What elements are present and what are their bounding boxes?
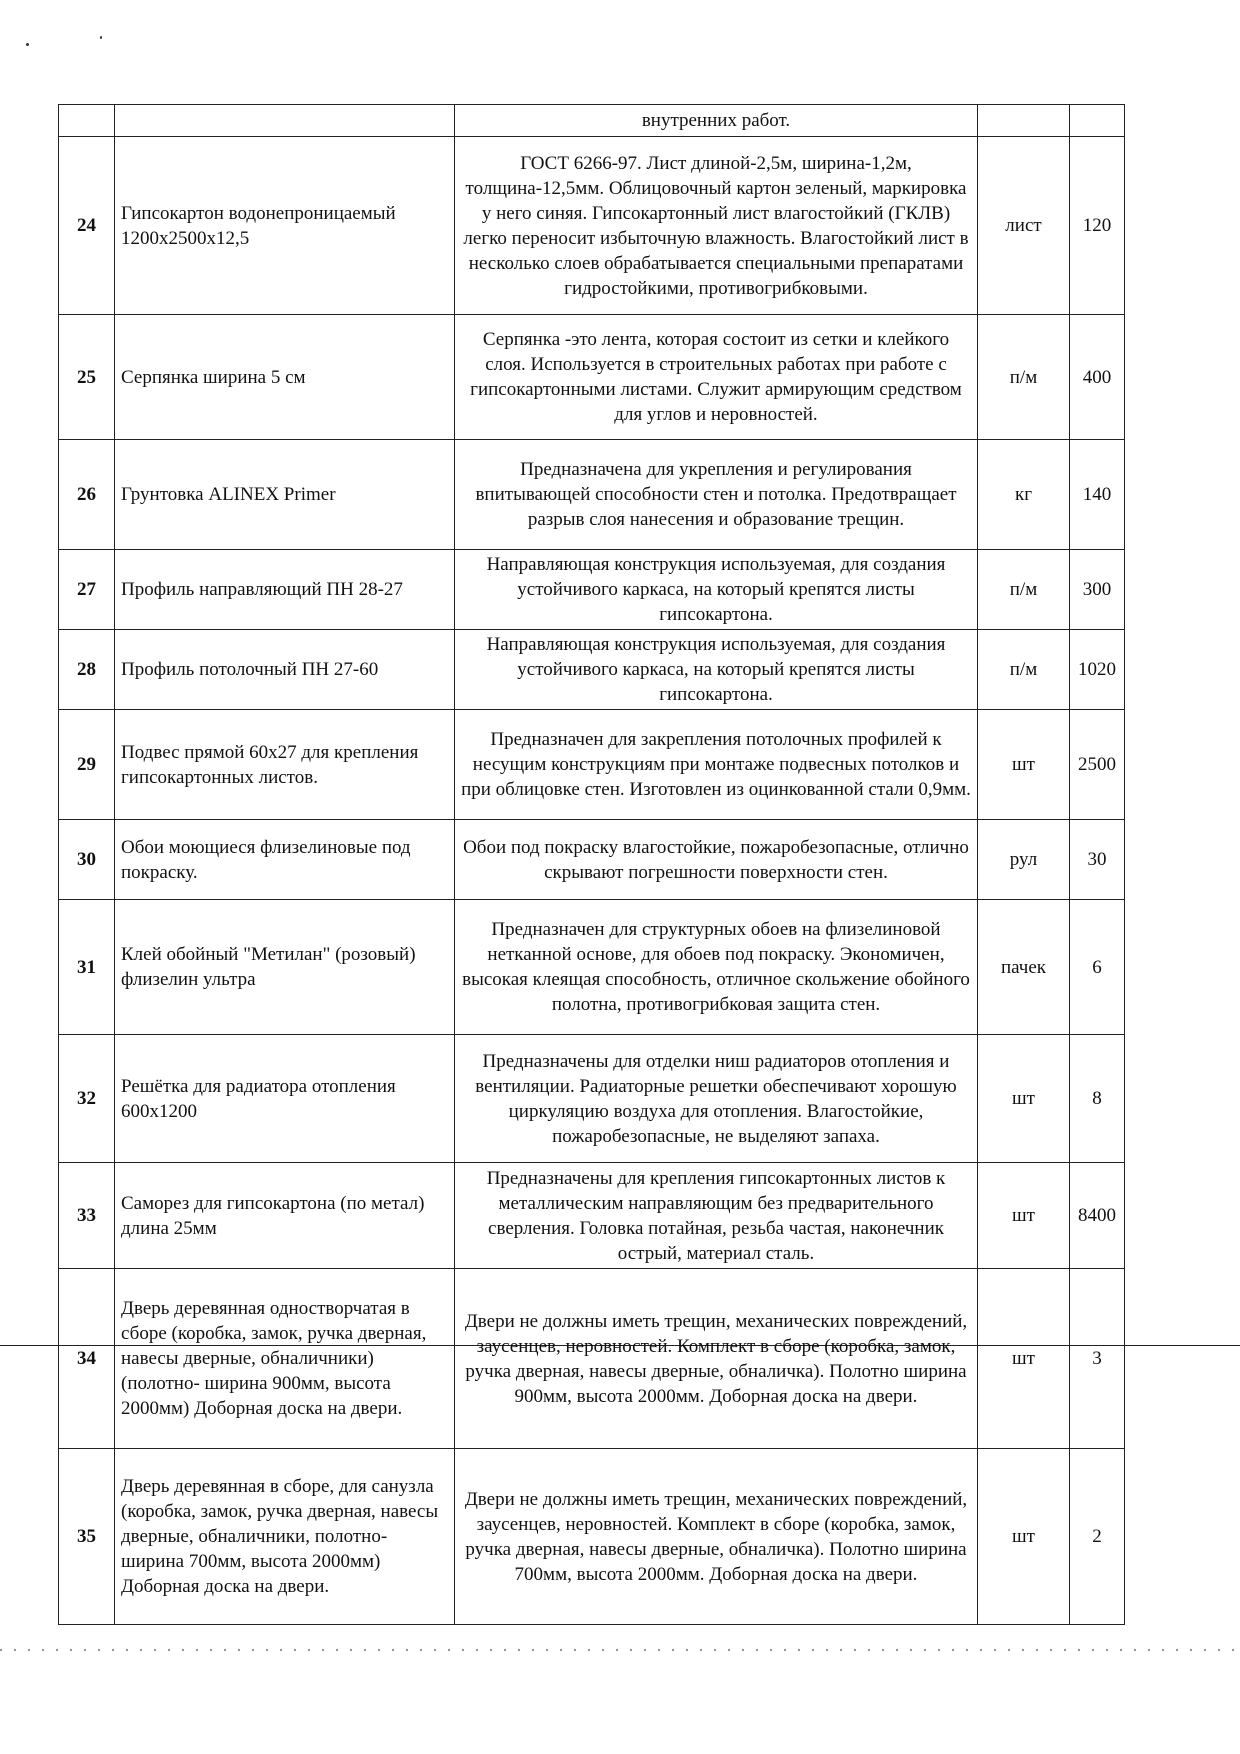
- item-unit: шт: [978, 1035, 1070, 1163]
- item-quantity: [1070, 105, 1125, 137]
- table-row: [59, 440, 1125, 550]
- table-row: [59, 1035, 1125, 1163]
- item-name: Профиль направляющий ПН 28-27: [115, 550, 455, 630]
- item-description: Предназначены для крепления гипсокартонных листов к металлическим направляющим без предварительного сверления. Головка потайная, резьба частая, наконечник острый, материал сталь.: [455, 1163, 978, 1269]
- item-quantity: 30: [1070, 820, 1125, 900]
- item-unit: кг: [978, 440, 1070, 550]
- item-description: Предназначена для укрепления и регулирования впитывающей способности стен и потолка. Предотвращает разрыв слоя нанесения и образование трещин.: [455, 440, 978, 550]
- item-unit: п/м: [978, 550, 1070, 630]
- item-name: Серпянка ширина 5 см: [115, 315, 455, 440]
- item-quantity: 2: [1070, 1449, 1125, 1625]
- table-row: [59, 900, 1125, 1035]
- table-row: [59, 137, 1125, 315]
- table-row: [59, 820, 1125, 900]
- item-unit: п/м: [978, 630, 1070, 710]
- item-name: Гипсокартон водонепроницаемый 1200х2500х12,5: [115, 137, 455, 315]
- row-number: 25: [59, 315, 115, 440]
- row-number: 35: [59, 1449, 115, 1625]
- item-description: Предназначен для закрепления потолочных профилей к несущим конструкциям при монтаже подвесных потолков и при облицовке стен. Изготовлен из оцинкованной стали 0,9мм.: [455, 710, 978, 820]
- row-number: 26: [59, 440, 115, 550]
- table-row: [59, 315, 1125, 440]
- item-unit: пачек: [978, 900, 1070, 1035]
- item-name: Подвес прямой 60х27 для крепления гипсокартонных листов.: [115, 710, 455, 820]
- item-description: Предназначены для отделки ниш радиаторов отопления и вентиляции. Радиаторные решетки обеспечивают хорошую циркуляцию воздуха для отопления. Влагостойкие, пожаробезопасные, не выделяют запаха.: [455, 1035, 978, 1163]
- item-unit: лист: [978, 137, 1070, 315]
- item-description: ГОСТ 6266-97. Лист длиной-2,5м, ширина-1,2м, толщина-12,5мм. Облицовочный картон зеленый, маркировка у него синяя. Гипсокартонный лист влагостойкий (ГКЛВ) легко переносит избыточную влажность. Влагостойкий лист в несколько слоев обрабатывается специальными препаратами гидростойкими, противогрибковыми.: [455, 137, 978, 315]
- item-description: внутренних работ.: [455, 105, 978, 137]
- item-name: Клей обойный "Метилан" (розовый) флизелин ультра: [115, 900, 455, 1035]
- table-row: [59, 630, 1125, 710]
- row-number: 32: [59, 1035, 115, 1163]
- scan-speck: [100, 36, 102, 39]
- item-description: Предназначен для структурных обоев на флизелиновой нетканной основе, для обоев под покраску. Экономичен, высокая клеящая способность, отличное скольжение обойного полотна, противогрибковая защита стен.: [455, 900, 978, 1035]
- item-name: Профиль потолочный ПН 27-60: [115, 630, 455, 710]
- row-number: 28: [59, 630, 115, 710]
- item-quantity: 300: [1070, 550, 1125, 630]
- table-row: [59, 710, 1125, 820]
- table-row: [59, 1449, 1125, 1625]
- table-row: [59, 105, 1125, 137]
- item-unit: шт: [978, 1269, 1070, 1449]
- item-quantity: 3: [1070, 1269, 1125, 1449]
- item-unit: рул: [978, 820, 1070, 900]
- item-name: Решётка для радиатора отопления 600х1200: [115, 1035, 455, 1163]
- item-quantity: 140: [1070, 440, 1125, 550]
- item-unit: шт: [978, 1449, 1070, 1625]
- item-quantity: 6: [1070, 900, 1125, 1035]
- row-number: 30: [59, 820, 115, 900]
- item-description: Обои под покраску влагостойкие, пожаробезопасные, отлично скрывают погрешности поверхности стен.: [455, 820, 978, 900]
- item-quantity: 400: [1070, 315, 1125, 440]
- item-name: [115, 105, 455, 137]
- row-number: 31: [59, 900, 115, 1035]
- item-description: Двери не должны иметь трещин, механических повреждений, заусенцев, неровностей. Комплект в сборе (коробка, замок, ручка дверная, навесы дверные, обналичка). Полотно ширина 900мм, высота 2000мм. Доборная доска на двери.: [455, 1269, 978, 1449]
- item-quantity: 8: [1070, 1035, 1125, 1163]
- row-number: 29: [59, 710, 115, 820]
- item-quantity: 2500: [1070, 710, 1125, 820]
- scan-dotted-edge: [0, 1640, 1240, 1660]
- item-description: Направляющая конструкция используемая, для создания устойчивого каркаса, на который крепятся листы гипсокартона.: [455, 630, 978, 710]
- item-unit: шт: [978, 710, 1070, 820]
- item-quantity: 8400: [1070, 1163, 1125, 1269]
- row-number: 34: [59, 1269, 115, 1449]
- table-row: [59, 1269, 1125, 1449]
- table-row: [59, 550, 1125, 630]
- item-unit: [978, 105, 1070, 137]
- item-name: Грунтовка ALINEX Primer: [115, 440, 455, 550]
- materials-table: [58, 104, 1125, 1625]
- row-number: 24: [59, 137, 115, 315]
- row-number: [59, 105, 115, 137]
- item-name: Дверь деревянная одностворчатая в сборе (коробка, замок, ручка дверная, навесы дверные, обналичники)(полотно- ширина 900мм, высота 2000мм) Доборная доска на двери.: [115, 1269, 455, 1449]
- item-name: Саморез для гипсокартона (по метал) длина 25мм: [115, 1163, 455, 1269]
- scan-speck: [26, 43, 29, 46]
- row-number: 27: [59, 550, 115, 630]
- item-quantity: 1020: [1070, 630, 1125, 710]
- item-description: Серпянка -это лента, которая состоит из сетки и клейкого слоя. Используется в строительных работах при работе с гипсокартонными листами. Служит армирующим средством для углов и неровностей.: [455, 315, 978, 440]
- table-row: [59, 1163, 1125, 1269]
- item-unit: шт: [978, 1163, 1070, 1269]
- item-unit: п/м: [978, 315, 1070, 440]
- item-quantity: 120: [1070, 137, 1125, 315]
- item-description: Двери не должны иметь трещин, механических повреждений, заусенцев, неровностей. Комплект в сборе (коробка, замок, ручка дверная, навесы дверные, обналичка). Полотно ширина 700мм, высота 2000мм. Доборная доска на двери.: [455, 1449, 978, 1625]
- item-name: Обои моющиеся флизелиновые под покраску.: [115, 820, 455, 900]
- item-name: Дверь деревянная в сборе, для санузла (коробка, замок, ручка дверная, навесы дверные, обналичники, полотно- ширина 700мм, высота 2000мм) Доборная доска на двери.: [115, 1449, 455, 1625]
- item-description: Направляющая конструкция используемая, для создания устойчивого каркаса, на который крепятся листы гипсокартона.: [455, 550, 978, 630]
- row-number: 33: [59, 1163, 115, 1269]
